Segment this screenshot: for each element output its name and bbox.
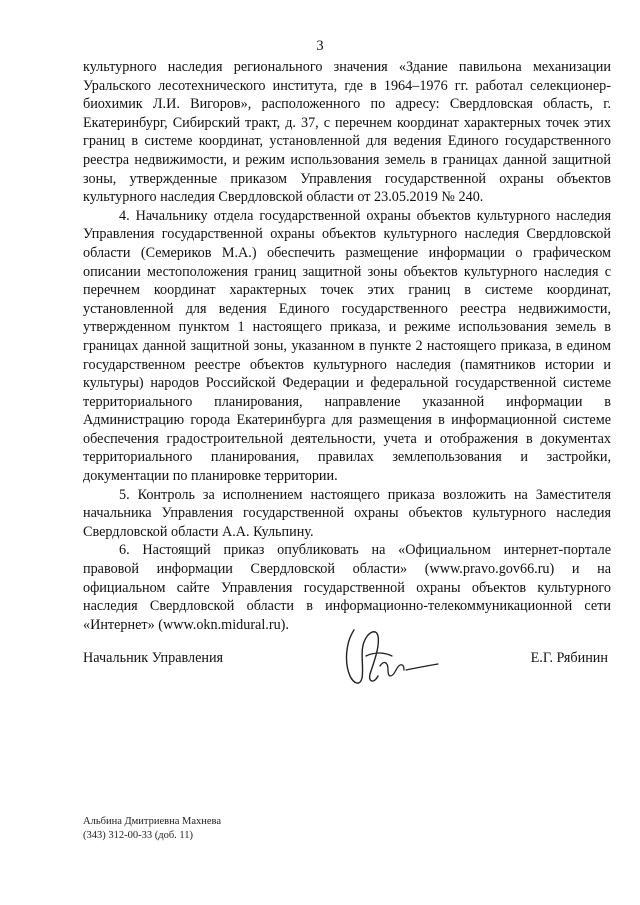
page-number: 3 — [316, 38, 324, 54]
executor-phone: (343) 312-00-33 (доб. 11) — [83, 830, 194, 841]
paragraph-item-6: 6. Настоящий приказ опубликовать на «Официальном интернет-портале правовой информации Свердловской области» (www.pravo.gov66.ru) и на официальном сайте Управления государственной охраны объектов культурного наследия Свердловской области в информационно-телекоммуникационной сети «Интернет» (www.okn.midural.ru). — [83, 542, 611, 633]
signature-block — [83, 650, 611, 670]
document-body — [83, 58, 611, 634]
paragraph-item-4: 4. Начальнику отдела государственной охраны объектов культурного наследия Управления государственной охраны объектов культурного наследия Свердловской области (Семериков М.А.) обеспечить размещение информации о графическом описании местоположения границ защитной зоны объектов культурного наследия с перечнем координат характерных точек этих границ в системе координат, установленной для ведения Единого государственного реестра недвижимости, утвержденном пунктом 1 настоящего приказа, и режиме использования земель в границах данной защитной зоны, указанном в пункте 2 настоящего приказа, в едином государственном реестре объектов культурного наследия (памятников истории и культуры) народов Российской Федерации и федеральной государственной системе территориального планирования, направление указанной информации в Администрацию города Екатеринбурга для размещения в информационной системе обеспечения градостроительной деятельности, учета и отображения в документах территориального планирования, правилах землепользования и застройки, документации по планировке территории. — [83, 207, 611, 485]
paragraph-continuation: культурного наследия регионального значения «Здание павильона механизации Уральского лесотехнического института, где в 1964–1976 гг. работал селекционер-биохимик Л.И. Вигоров», расположенного по адресу: Свердловская область, г. Екатеринбург, Сибирский тракт, д. 37, с перечнем координат характерных точек этих границ в системе координат, установленной для ведения Единого государственного реестра недвижимости, и режим использования земель в границах данной защитной зоны, утвержденные приказом Управления государственной охраны объектов культурного наследия Свердловской области от 23.05.2019 № 240. — [83, 59, 611, 206]
executor-name: Альбина Дмитриевна Махнева — [83, 816, 222, 827]
paragraph-item-5: 5. Контроль за исполнением настоящего приказа возложить на Заместителя начальника Управления государственной охраны объектов культурного наследия Свердловской области А.А. Кульпину. — [83, 486, 611, 540]
signatory-position: Начальник Управления — [83, 650, 224, 666]
executor-info — [83, 815, 221, 843]
signatory-name: Е.Г. Рябинин — [530, 650, 608, 666]
